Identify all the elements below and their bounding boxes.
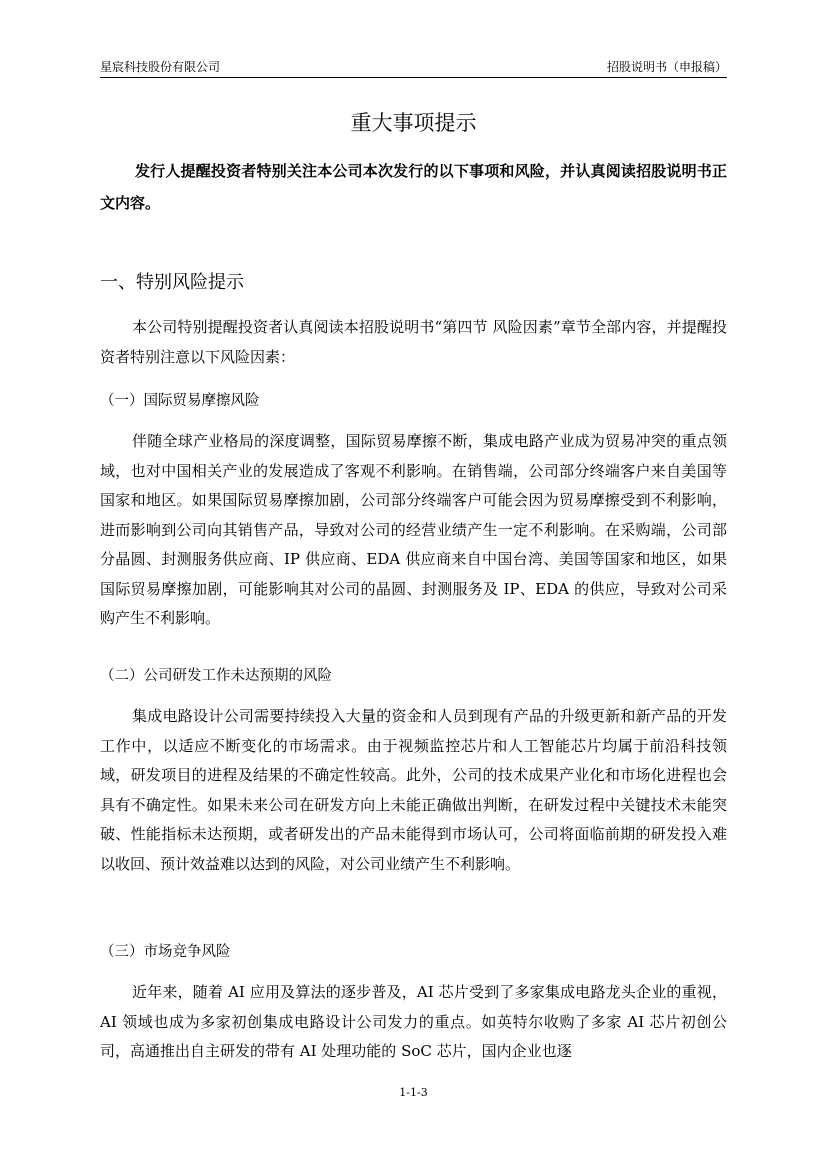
header-document-type: 招股说明书（申报稿）	[606, 60, 727, 74]
risk-paragraph-rd: 集成电路设计公司需要持续投入大量的资金和人员到现有产品的升级更新和新产品的开发工作中，以适应不断变化的市场需求。由于视频监控芯片和人工智能芯片均属于前沿科技领域，研发项目的进程及结果的不确定性较高。此外，公司的技术成果产业化和市场化进程也会具有不确定性。如果未来公司在研发方向上未能正确做出判断，在研发过程中关键技术未能突破、性能指标未达预期，或者研发出的产品未能得到市场认可，公司将面临前期的研发投入难以收回、预计效益难以达到的风险，对公司业绩产生不利影响。	[100, 707, 727, 873]
risk-paragraph-trade-friction: 伴随全球产业格局的深度调整，国际贸易摩擦不断，集成电路产业成为贸易冲突的重点领域，也对中国相关产业的发展造成了客观不利影响。在销售端，公司部分终端客户来自美国等国家和地区。如果国际贸易摩擦加剧，公司部分终端客户可能会因为贸易摩擦受到不利影响，进而影响到公司向其销售产品，导致对公司的经营业绩产生一定不利影响。在采购端，公司部分晶圆、封测服务供应商、IP 供应商、EDA 供应商来自中国台湾、美国等国家和地区，如果国际贸易摩擦加剧，可能影响其对公司的晶圆、封测服务及 IP、EDA 的供应，导致对公司采购产生不利影响。	[100, 432, 727, 627]
page-title: 重大事项提示	[350, 111, 477, 135]
header-company-name: 星宸科技股份有限公司	[100, 60, 221, 74]
risk-heading-competition: （三）市场竞争风险	[100, 944, 231, 960]
page-number: 1-1-3	[399, 1086, 428, 1099]
section-intro-paragraph: 本公司特别提醒投资者认真阅读本招股说明书“第四节 风险因素”章节全部内容，并提醒投资者特别注意以下风险因素：	[100, 318, 727, 366]
page-header	[100, 57, 727, 78]
risk-paragraph-competition: 近年来，随着 AI 应用及算法的逐步普及，AI 芯片受到了多家集成电路龙头企业的重视，AI 领域也成为多家初创集成电路设计公司发力的重点。如英特尔收购了多家 AI 芯片初创公司，高通推出自主研发的带有 AI 处理功能的 SoC 芯片，国内企业也逐	[100, 983, 727, 1060]
risk-heading-trade-friction: （一）国际贸易摩擦风险	[100, 393, 260, 409]
intro-notice: 发行人提醒投资者特别关注本公司本次发行的以下事项和风险，并认真阅读招股说明书正文内容。	[100, 162, 727, 212]
risk-heading-rd: （二）公司研发工作未达预期的风险	[100, 668, 332, 684]
section-heading-special-risk: 一、特别风险提示	[100, 272, 244, 293]
